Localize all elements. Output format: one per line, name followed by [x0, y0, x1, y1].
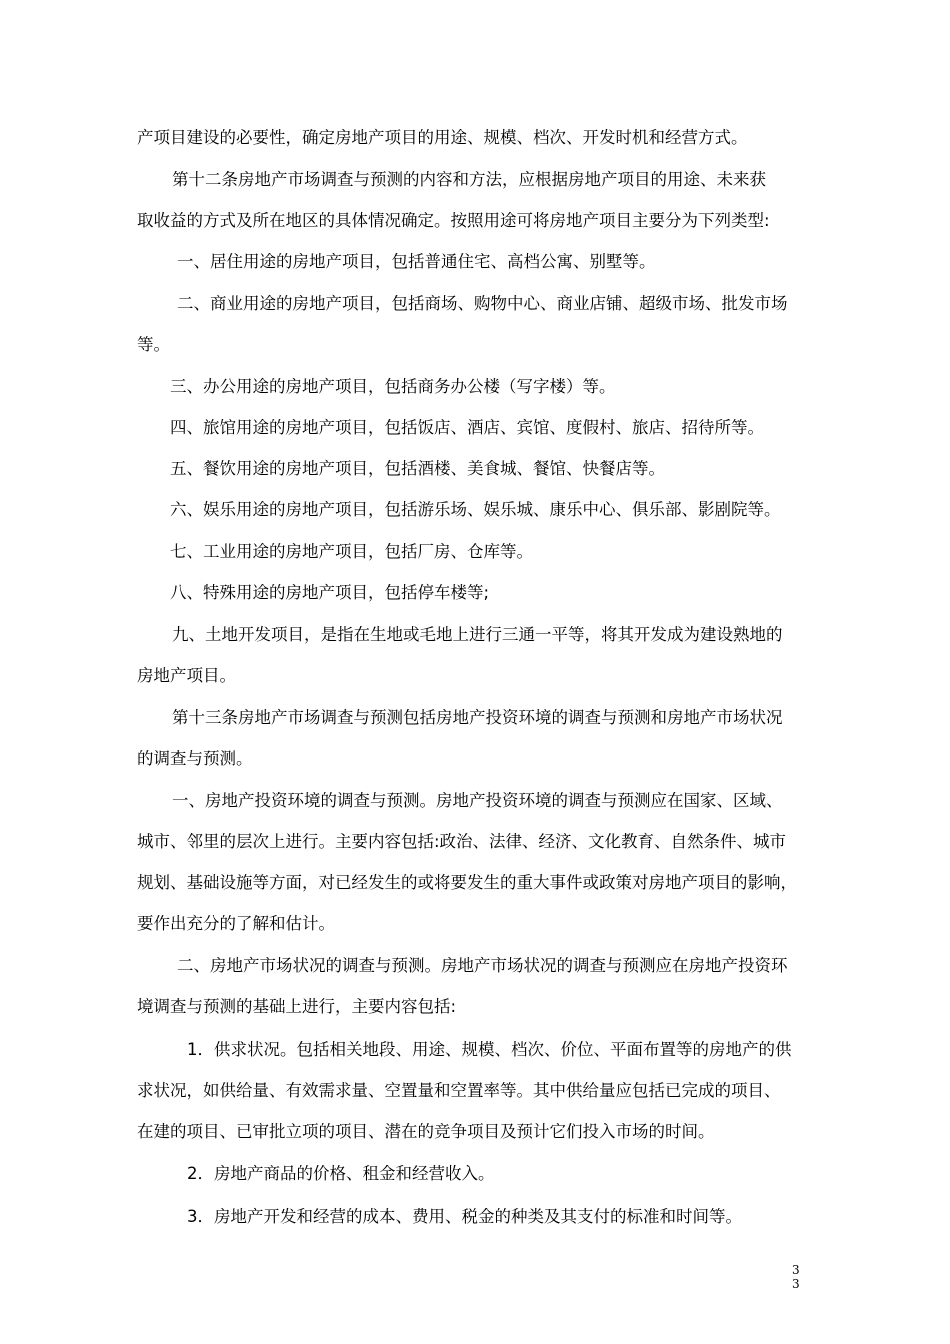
text-line: 六、娱乐用途的房地产项目，包括游乐场、娱乐城、康乐中心、俱乐部、影剧院等。	[170, 500, 781, 519]
text-line: 求状况，如供给量、有效需求量、空置量和空置率等。其中供给量应包括已完成的项目、	[137, 1081, 781, 1100]
text-line: 1．供求状况。包括相关地段、用途、规模、档次、价位、平面布置等的房地产的供	[187, 1040, 792, 1059]
text-line: 等。	[137, 335, 170, 354]
text-line: 城市、邻里的层次上进行。主要内容包括:政治、法律、经济、文化教育、自然条件、城市	[137, 832, 787, 851]
text-line: 的调查与预测。	[137, 749, 253, 768]
page-number: 3	[792, 1277, 800, 1291]
text-line: 房地产项目。	[137, 666, 236, 685]
text-line: 七、工业用途的房地产项目，包括厂房、仓库等。	[170, 542, 533, 561]
text-line: 2．房地产商品的价格、租金和经营收入。	[187, 1164, 495, 1183]
text-line: 一、居住用途的房地产项目，包括普通住宅、高档公寓、别墅等。	[177, 252, 656, 271]
text-line: 要作出充分的了解和估计。	[137, 914, 335, 933]
text-line: 三、办公用途的房地产项目，包括商务办公楼（写字楼）等。	[170, 377, 616, 396]
text-line: 3．房地产开发和经营的成本、费用、税金的种类及其支付的标准和时间等。	[187, 1207, 742, 1226]
text-line: 第十三条房地产市场调查与预测包括房地产投资环境的调查与预测和房地产市场状况	[172, 708, 783, 727]
text-line: 规划、基础设施等方面，对已经发生的或将要发生的重大事件或政策对房地产项目的影响，	[137, 873, 797, 892]
text-line: 取收益的方式及所在地区的具体情况确定。按照用途可将房地产项目主要分为下列类型:	[137, 211, 770, 230]
text-line: 一、房地产投资环境的调查与预测。房地产投资环境的调查与预测应在国家、区域、	[172, 791, 783, 810]
text-line: 九、土地开发项目，是指在生地或毛地上进行三通一平等，将其开发成为建设熟地的	[172, 625, 783, 644]
text-line: 在建的项目、已审批立项的项目、潜在的竞争项目及预计它们投入市场的时间。	[137, 1122, 715, 1141]
text-line: 二、商业用途的房地产项目，包括商场、购物中心、商业店铺、超级市场、批发市场	[177, 294, 788, 313]
text-line: 二、房地产市场状况的调查与预测。房地产市场状况的调查与预测应在房地产投资环	[177, 956, 788, 975]
text-line: 第十二条房地产市场调查与预测的内容和方法，应根据房地产项目的用途、未来获	[172, 170, 766, 189]
text-line: 四、旅馆用途的房地产项目，包括饭店、酒店、宾馆、度假村、旅店、招待所等。	[170, 418, 764, 437]
text-line: 五、餐饮用途的房地产项目，包括酒楼、美食城、餐馆、快餐店等。	[170, 459, 665, 478]
text-line: 产项目建设的必要性，确定房地产项目的用途、规模、档次、开发时机和经营方式。	[137, 128, 748, 147]
page-number: 3	[792, 1263, 800, 1277]
text-line: 八、特殊用途的房地产项目，包括停车楼等;	[170, 583, 490, 602]
text-line: 境调查与预测的基础上进行，主要内容包括:	[137, 997, 457, 1016]
